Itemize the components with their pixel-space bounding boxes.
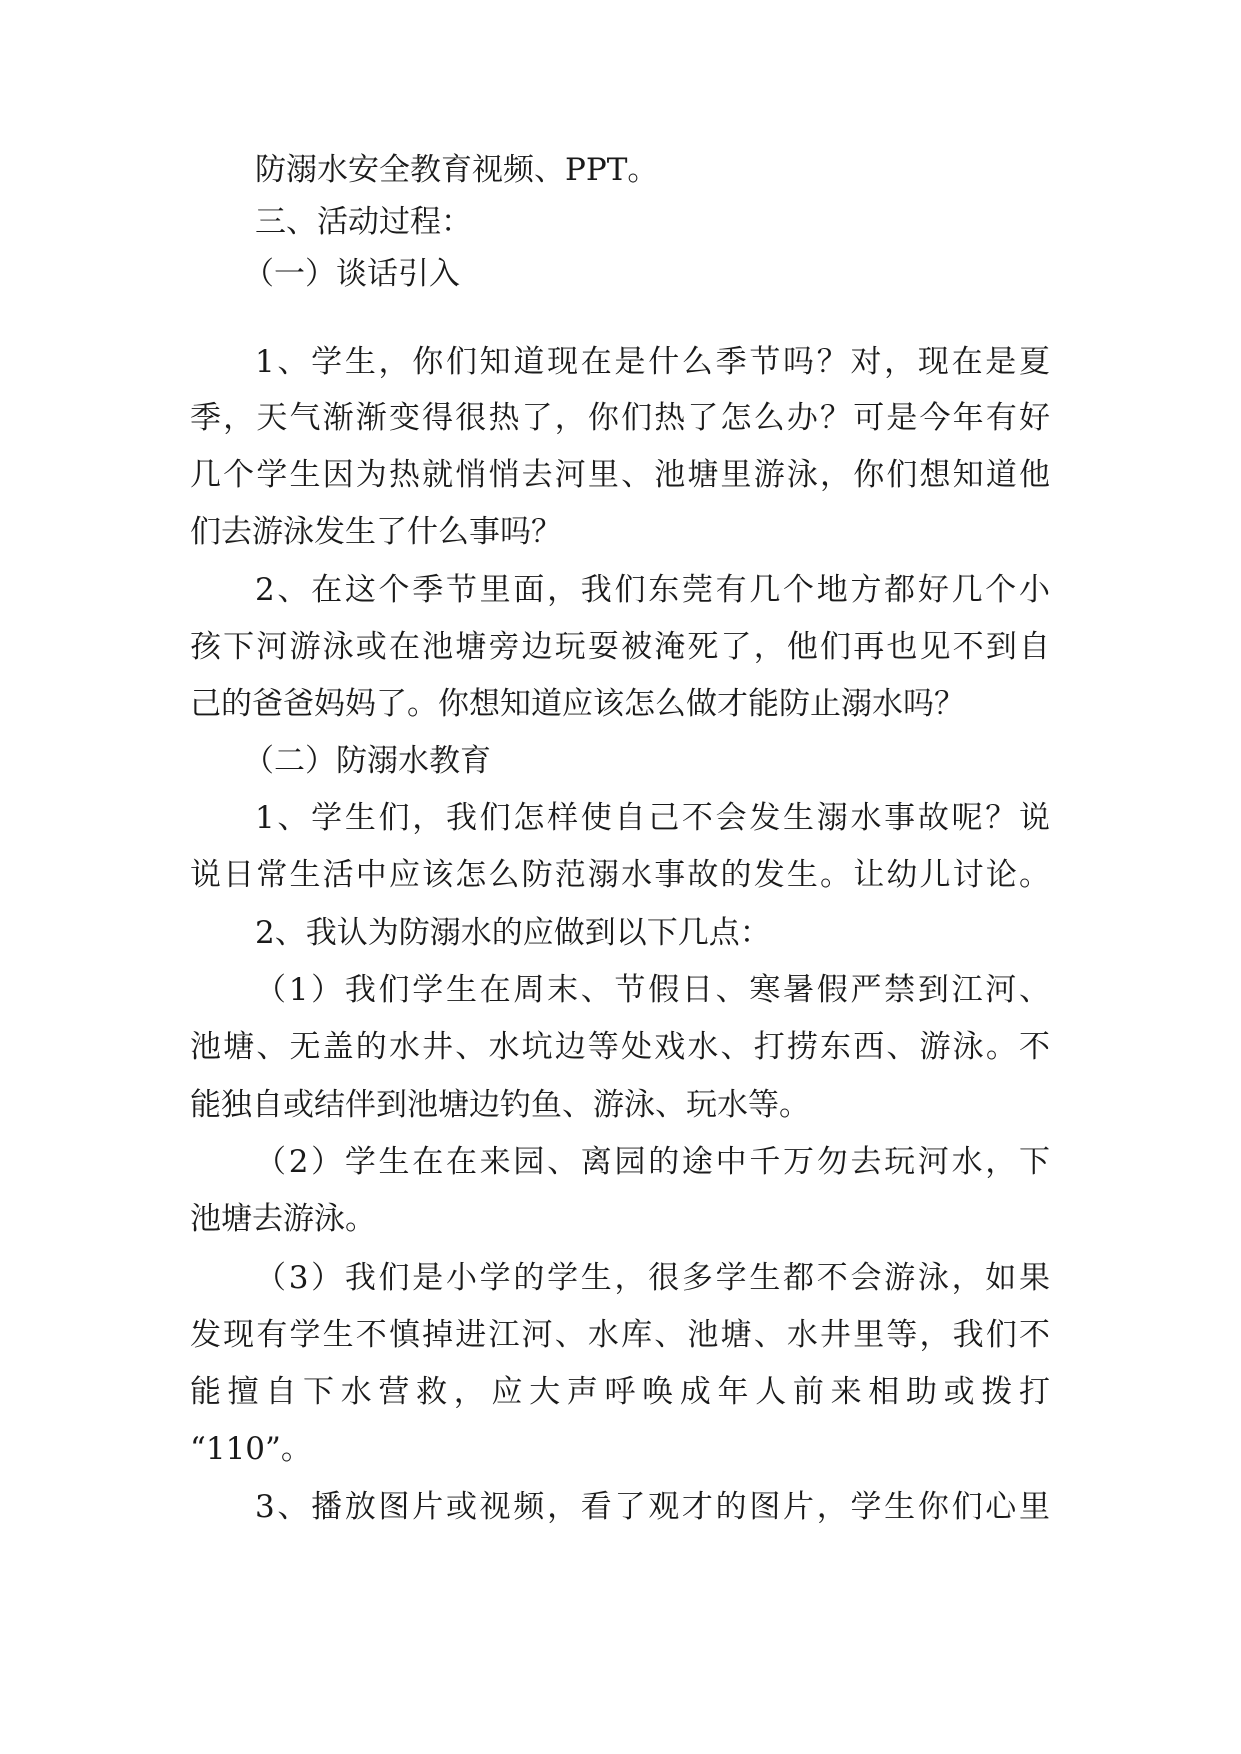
text-line: 们去游泳发生了什么事吗？ [190, 514, 562, 550]
text-line: 3、播放图片或视频，看了观才的图片，学生你们心里 [255, 1489, 1050, 1525]
text-line: 防溺水安全教育视频、PPT。 [255, 152, 659, 188]
text-line: 2、在这个季节里面，我们东莞有几个地方都好几个小 [255, 572, 1050, 608]
text-line: 发现有学生不慎掉进江河、水库、池塘、水井里等，我们不 [190, 1317, 1050, 1353]
text-line: 池塘去游泳。 [190, 1201, 376, 1237]
text-line: “110”。 [190, 1431, 312, 1467]
text-line: （1）我们学生在周末、节假日、寒暑假严禁到江河、 [255, 972, 1050, 1008]
section-heading: 三、活动过程： [255, 204, 472, 240]
text-line: 己的爸爸妈妈了。你想知道应该怎么做才能防止溺水吗？ [190, 686, 965, 722]
subsection-heading: （一）谈话引入 [243, 256, 460, 292]
text-line: 孩下河游泳或在池塘旁边玩耍被淹死了，他们再也见不到自 [190, 629, 1050, 665]
text-line: （3）我们是小学的学生，很多学生都不会游泳，如果 [255, 1260, 1050, 1296]
text-line: 几个学生因为热就悄悄去河里、池塘里游泳，你们想知道他 [190, 457, 1050, 493]
text-line: （2）学生在在来园、离园的途中千万勿去玩河水，下 [255, 1144, 1050, 1180]
text-line: 能独自或结伴到池塘边钓鱼、游泳、玩水等。 [190, 1087, 810, 1123]
text-line: 说日常生活中应该怎么防范溺水事故的发生。让幼儿讨论。 [190, 857, 1050, 893]
text-line: 1、学生，你们知道现在是什么季节吗？对，现在是夏 [255, 344, 1050, 380]
text-line: 1、学生们，我们怎样使自己不会发生溺水事故呢？说 [255, 800, 1050, 836]
text-line: 季，天气渐渐变得很热了，你们热了怎么办？可是今年有好 [190, 400, 1050, 436]
text-line: 能擅自下水营救，应大声呼唤成年人前来相助或拨打 [190, 1374, 1050, 1410]
text-line: 2、我认为防溺水的应做到以下几点： [255, 915, 771, 951]
subsection-heading: （二）防溺水教育 [243, 743, 491, 779]
text-line: 池塘、无盖的水井、水坑边等处戏水、打捞东西、游泳。不 [190, 1029, 1050, 1065]
